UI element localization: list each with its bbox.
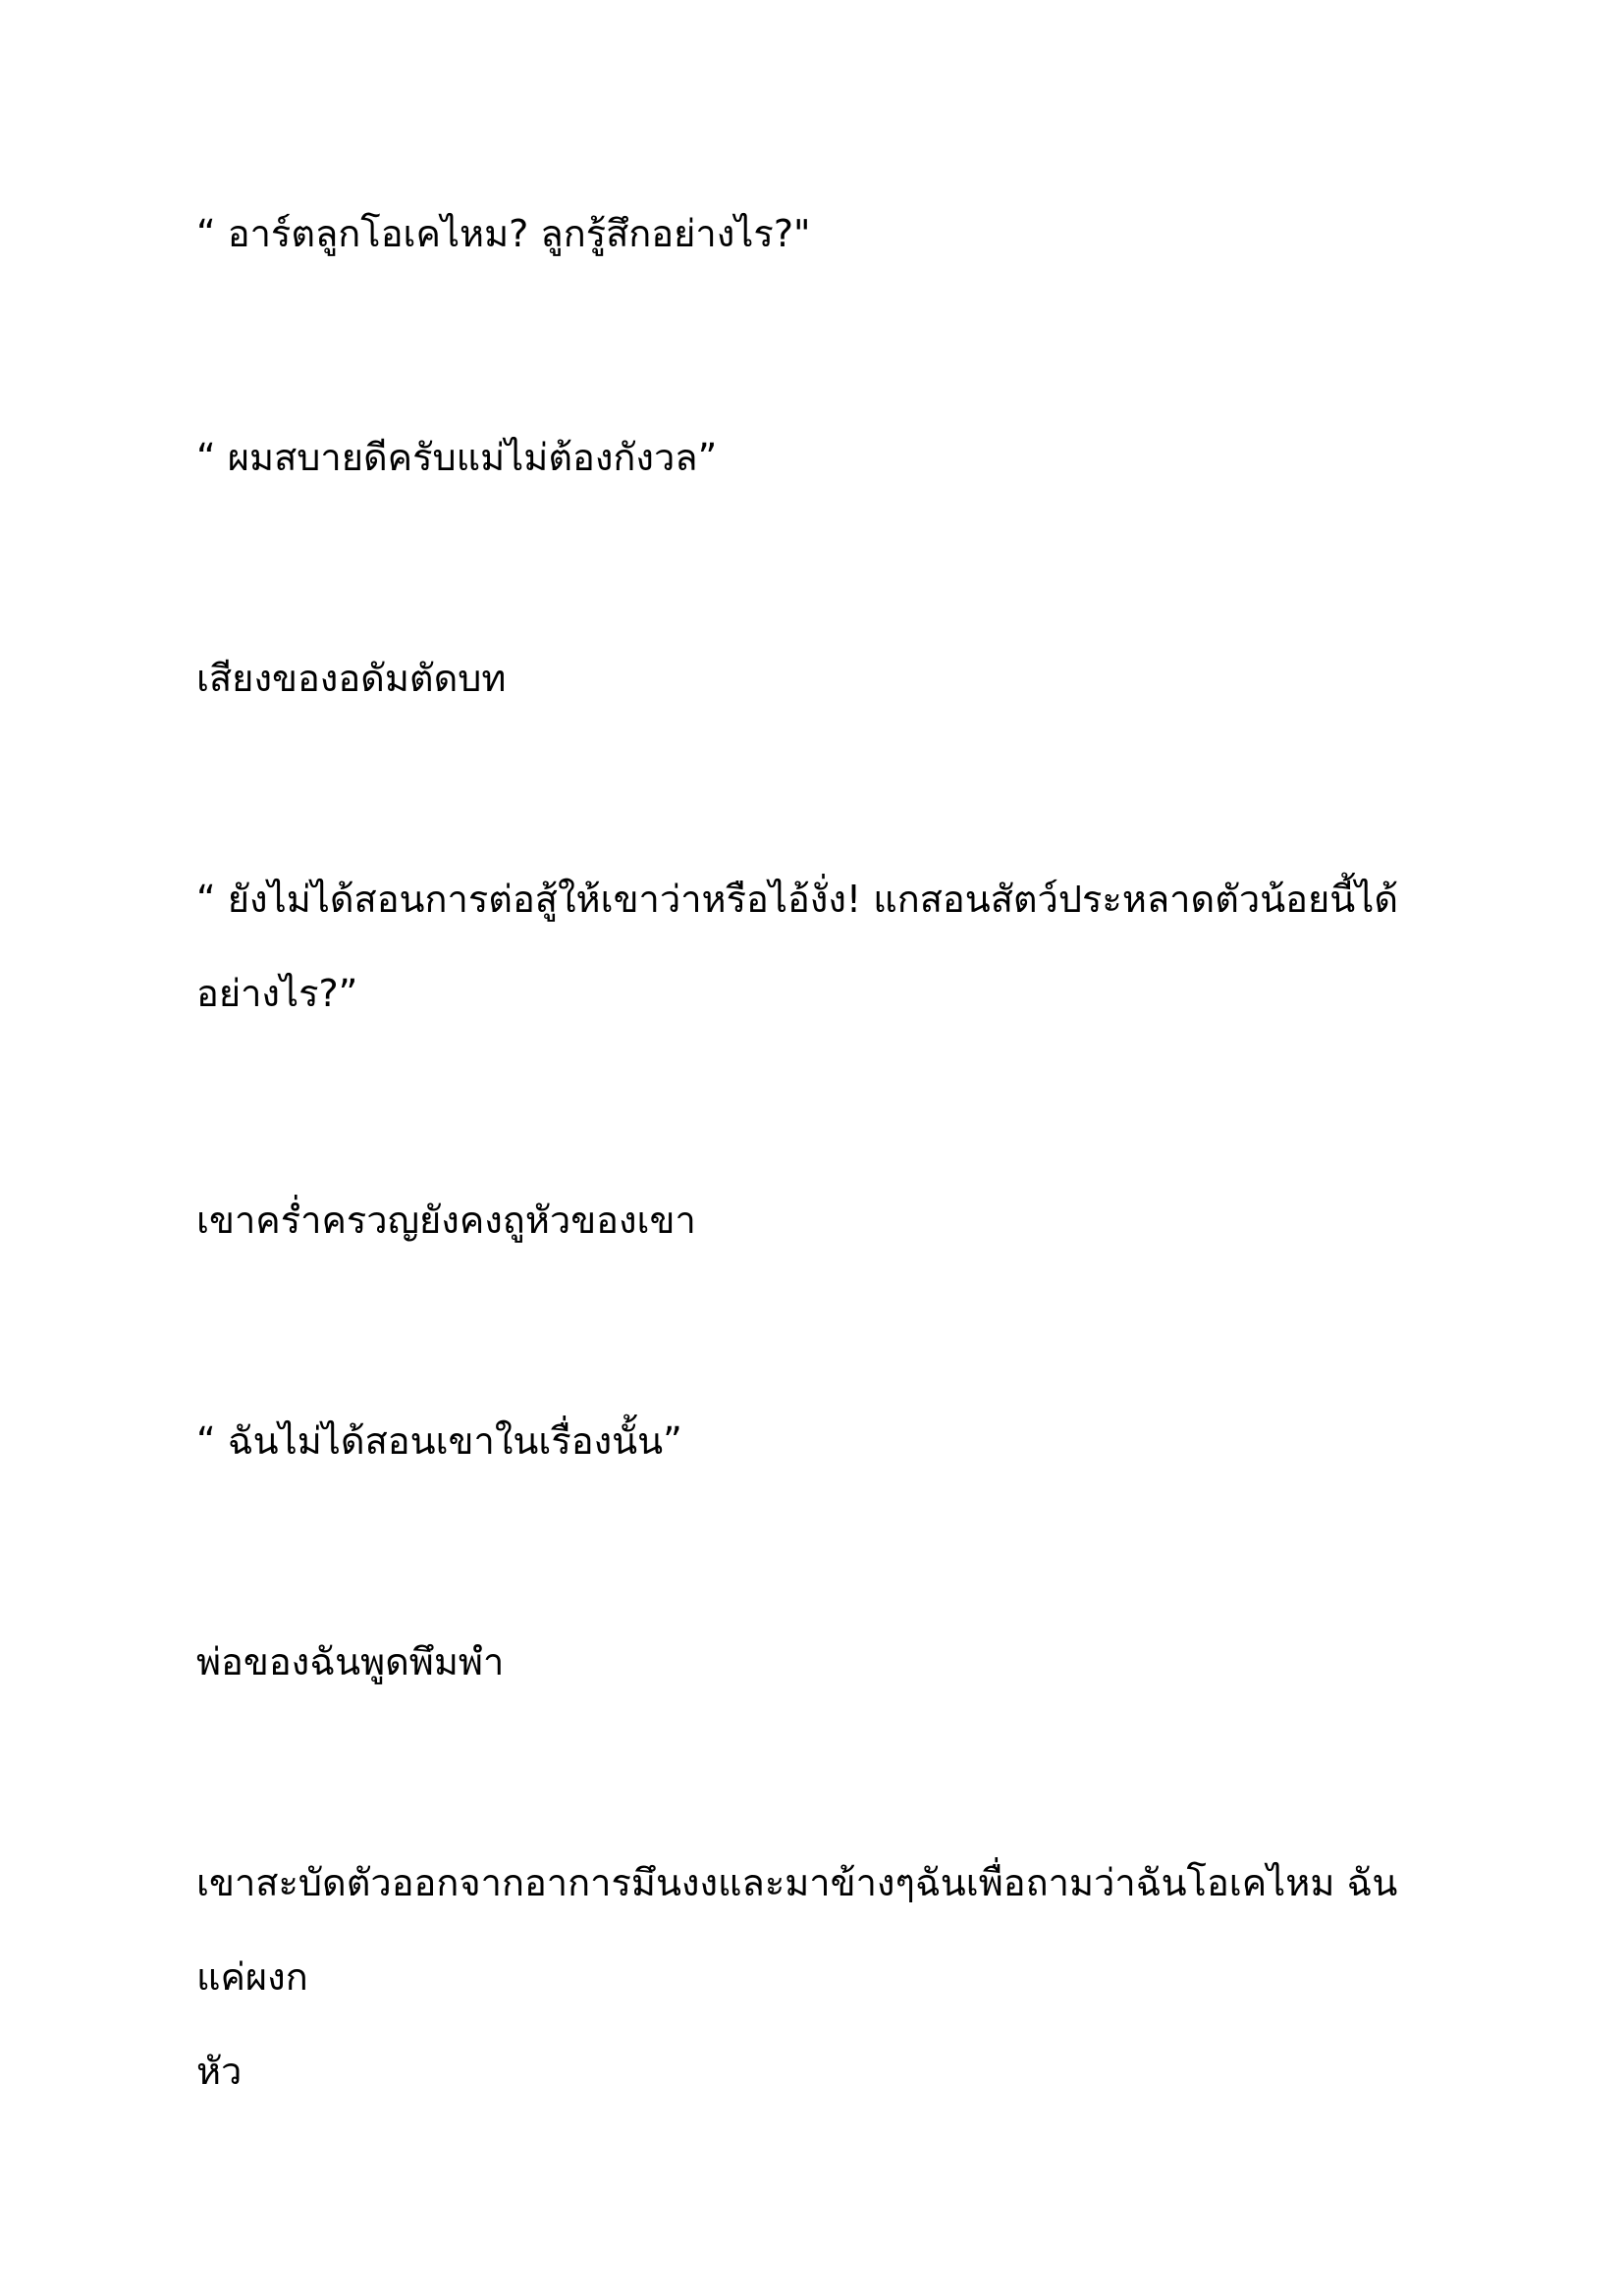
text-line: “ ผมสบายดีครับแม่ไม่ต้องกังวล” xyxy=(196,436,718,479)
paragraph-dialogue-adam xyxy=(196,852,1434,1041)
text-line: เขาคร่ำครวญยังคงถูหัวของเขา xyxy=(196,1199,696,1242)
text-line: หัว xyxy=(196,2050,243,2093)
text-line: เสียงของอดัมตัดบท xyxy=(196,657,507,700)
paragraph-dialogue-mother-question xyxy=(196,187,1434,281)
text-line: “ อาร์ตลูกโอเคไหม? ลูกรู้สึกอย่างไร?" xyxy=(196,212,811,255)
paragraph-dialogue-father xyxy=(196,1394,1434,1488)
text-line: เขาสะบัดตัวออกจากอาการมึนงงและมาข้างๆฉันเพื่อถามว่าฉันโอเคไหม ฉันแค่ผงก xyxy=(196,1861,1398,1999)
paragraph-dialogue-art-reply xyxy=(196,410,1434,505)
paragraph-narration-groan xyxy=(196,1173,1434,1267)
text-line: “ ฉันไม่ได้สอนเขาในเรื่องนั้น” xyxy=(196,1419,682,1463)
paragraph-narration-ending xyxy=(196,1836,1434,2118)
text-line: “ ยังไม่ได้สอนการต่อสู้ให้เขาว่าหรือไอ้งั่ง! แกสอนสัตว์ประหลาดตัวน้อยนี้ได้ xyxy=(196,878,1399,921)
text-line: พ่อของฉันพูดพึมพำ xyxy=(196,1640,505,1683)
paragraph-narration-father xyxy=(196,1615,1434,1709)
text-line: อย่างไร?” xyxy=(196,972,358,1015)
paragraph-narration-adam xyxy=(196,631,1434,725)
